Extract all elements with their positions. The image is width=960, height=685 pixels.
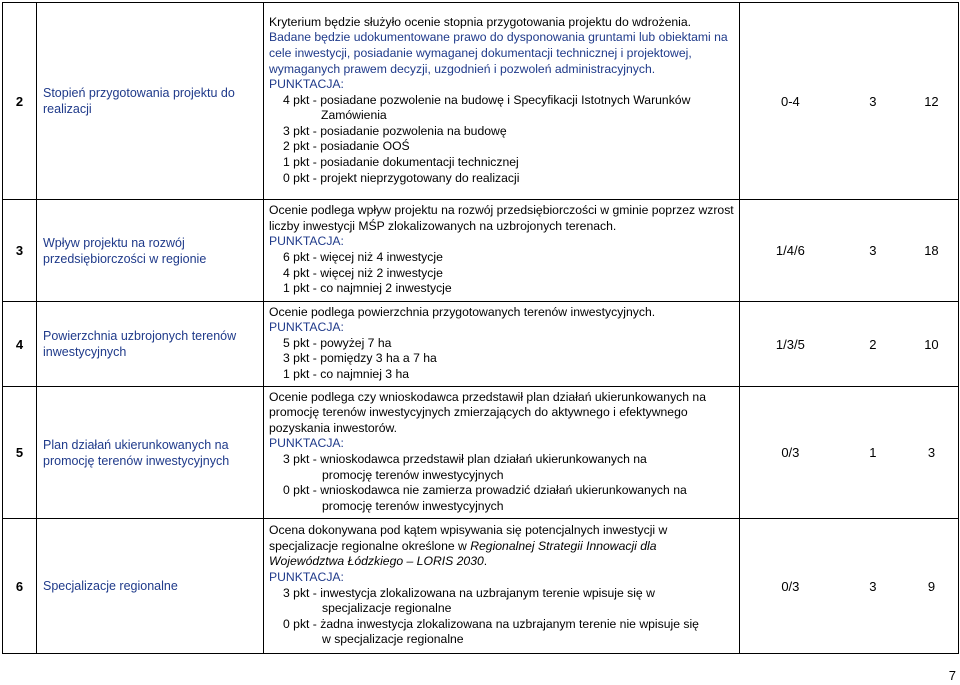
criterion-intro: Ocenie podlega wpływ projektu na rozwój przedsiębiorczości w gminie poprzez wzrost liczby inwestycji MŚP zlokalizowanych na uzbrojonych terenach. xyxy=(269,203,734,233)
criterion-name: Stopień przygotowania projektu do realizacji xyxy=(37,3,264,200)
score-max: 3 xyxy=(927,445,936,460)
points-item: 3 pkt - inwestycja zlokalizowana na uzbrajanym terenie wpisuje się w xyxy=(283,585,655,600)
score-cell xyxy=(740,200,959,302)
criterion-description xyxy=(264,302,740,387)
criterion-number: 4 xyxy=(3,302,37,387)
score-max: 12 xyxy=(924,93,939,109)
points-item: 3 pkt - wnioskodawca przedstawił plan działań ukierunkowanych na xyxy=(283,452,647,466)
score-range: 0/3 xyxy=(781,578,800,594)
score-range: 1/4/6 xyxy=(775,243,805,258)
criterion-name: Powierzchnia uzbrojonych terenów inwestycyjnych xyxy=(37,302,264,387)
points-item: 3 pkt - posiadanie pozwolenia na budowę xyxy=(283,123,507,138)
points-header: PUNKTACJA: xyxy=(269,77,344,92)
criterion-number: 6 xyxy=(3,519,37,654)
criterion-intro: Ocenie podlega powierzchnia przygotowanych terenów inwestycyjnych. xyxy=(269,304,656,319)
points-header: PUNKTACJA: xyxy=(269,320,344,335)
criterion-description xyxy=(264,200,740,302)
criterion-intro-end: . xyxy=(483,554,488,569)
score-range: 0/3 xyxy=(781,445,800,460)
points-item: 1 pkt - posiadanie dokumentacji technicznej xyxy=(283,155,519,170)
criterion-intro-text: Ocena dokonywana pod kątem wpisywania się potencjalnych inwestycji w specjalizacje regionalne określone w xyxy=(269,523,668,553)
points-item: 6 pkt - więcej niż 4 inwestycje xyxy=(283,250,443,264)
points-item-continued: specjalizacje regionalne xyxy=(322,601,452,616)
page-number: 7 xyxy=(948,668,956,683)
score-cell xyxy=(740,302,959,387)
criterion-intro xyxy=(269,523,735,570)
criterion-name: Plan działań ukierunkowanych na promocję terenów inwestycyjnych xyxy=(37,387,264,519)
criterion-name: Specjalizacje regionalne xyxy=(37,519,264,654)
score-max: 9 xyxy=(927,578,936,594)
score-weight: 3 xyxy=(869,243,877,258)
points-item-continued: promocję terenów inwestycyjnych xyxy=(322,498,504,513)
criterion-description xyxy=(264,519,740,654)
score-cell xyxy=(740,387,959,519)
score-weight: 2 xyxy=(869,336,877,352)
points-item: 0 pkt - projekt nieprzygotowany do realizacji xyxy=(283,170,520,185)
points-item: 1 pkt - co najmniej 3 ha xyxy=(283,366,410,381)
score-weight: 1 xyxy=(869,445,877,460)
criterion-number: 3 xyxy=(3,200,37,302)
criterion-intro: Ocenie podlega czy wnioskodawca przedstawił plan działań ukierunkowanych na promocję terenów inwestycyjnych zmierzających do aktywnego i efektywnego pozyskania inwestorów. xyxy=(269,389,706,435)
score-cell xyxy=(740,519,959,654)
points-item: 4 pkt - więcej niż 2 inwestycje xyxy=(283,265,443,280)
score-weight: 3 xyxy=(869,93,877,109)
points-item: 0 pkt - żadna inwestycja zlokalizowana na uzbrajanym terenie nie wpisuje się xyxy=(283,616,699,631)
score-max: 10 xyxy=(924,336,939,352)
points-header: PUNKTACJA: xyxy=(269,436,344,451)
points-item: 2 pkt - posiadanie OOŚ xyxy=(283,139,410,154)
points-item: 3 pkt - pomiędzy 3 ha a 7 ha xyxy=(283,351,437,366)
criterion-name: Wpływ projektu na rozwój przedsiębiorczości w regionie xyxy=(37,200,264,302)
score-cell xyxy=(740,3,959,200)
strategy-name: Regionalnej Strategii Innowacji dla Województwa Łódzkiego – LORIS 2030 xyxy=(269,538,657,569)
points-item-continued: Zamówienia xyxy=(321,108,387,123)
table-row xyxy=(3,387,959,519)
table-row xyxy=(3,302,959,387)
score-max: 18 xyxy=(924,243,939,258)
criterion-intro-detail: Badane będzie udokumentowane prawo do dysponowania gruntami lub obiektami na cele inwestycji, posiadanie wymaganej dokumentacji technicznej i projektowej, wymaganych prawem decyzji, uzgodnień i pozwoleń administracyjnych. xyxy=(269,30,728,76)
points-item: 5 pkt - powyżej 7 ha xyxy=(283,335,392,350)
criterion-description xyxy=(264,387,740,519)
points-item: 4 pkt - posiadane pozwolenie na budowę i Specyfikacji Istotnych Warunków xyxy=(283,92,691,107)
points-header: PUNKTACJA: xyxy=(269,234,344,249)
table-row xyxy=(3,3,959,200)
criterion-intro: Kryterium będzie służyło ocenie stopnia przygotowania projektu do wdrożenia. xyxy=(269,14,692,29)
score-range: 1/3/5 xyxy=(775,336,805,352)
score-weight: 3 xyxy=(869,578,877,594)
points-item: 0 pkt - wnioskodawca nie zamierza prowadzić działań ukierunkowanych na xyxy=(283,483,687,498)
points-item: 1 pkt - co najmniej 2 inwestycje xyxy=(283,281,452,296)
criterion-number: 2 xyxy=(3,3,37,200)
table-row xyxy=(3,200,959,302)
criterion-number: 5 xyxy=(3,387,37,519)
points-item-continued: w specjalizacje regionalne xyxy=(322,632,464,647)
criterion-description xyxy=(264,3,740,200)
score-range: 0-4 xyxy=(780,93,800,109)
points-item-continued: promocję terenów inwestycyjnych xyxy=(322,467,504,482)
points-header: PUNKTACJA: xyxy=(269,569,344,584)
table-row xyxy=(3,519,959,654)
criteria-table xyxy=(2,2,959,654)
